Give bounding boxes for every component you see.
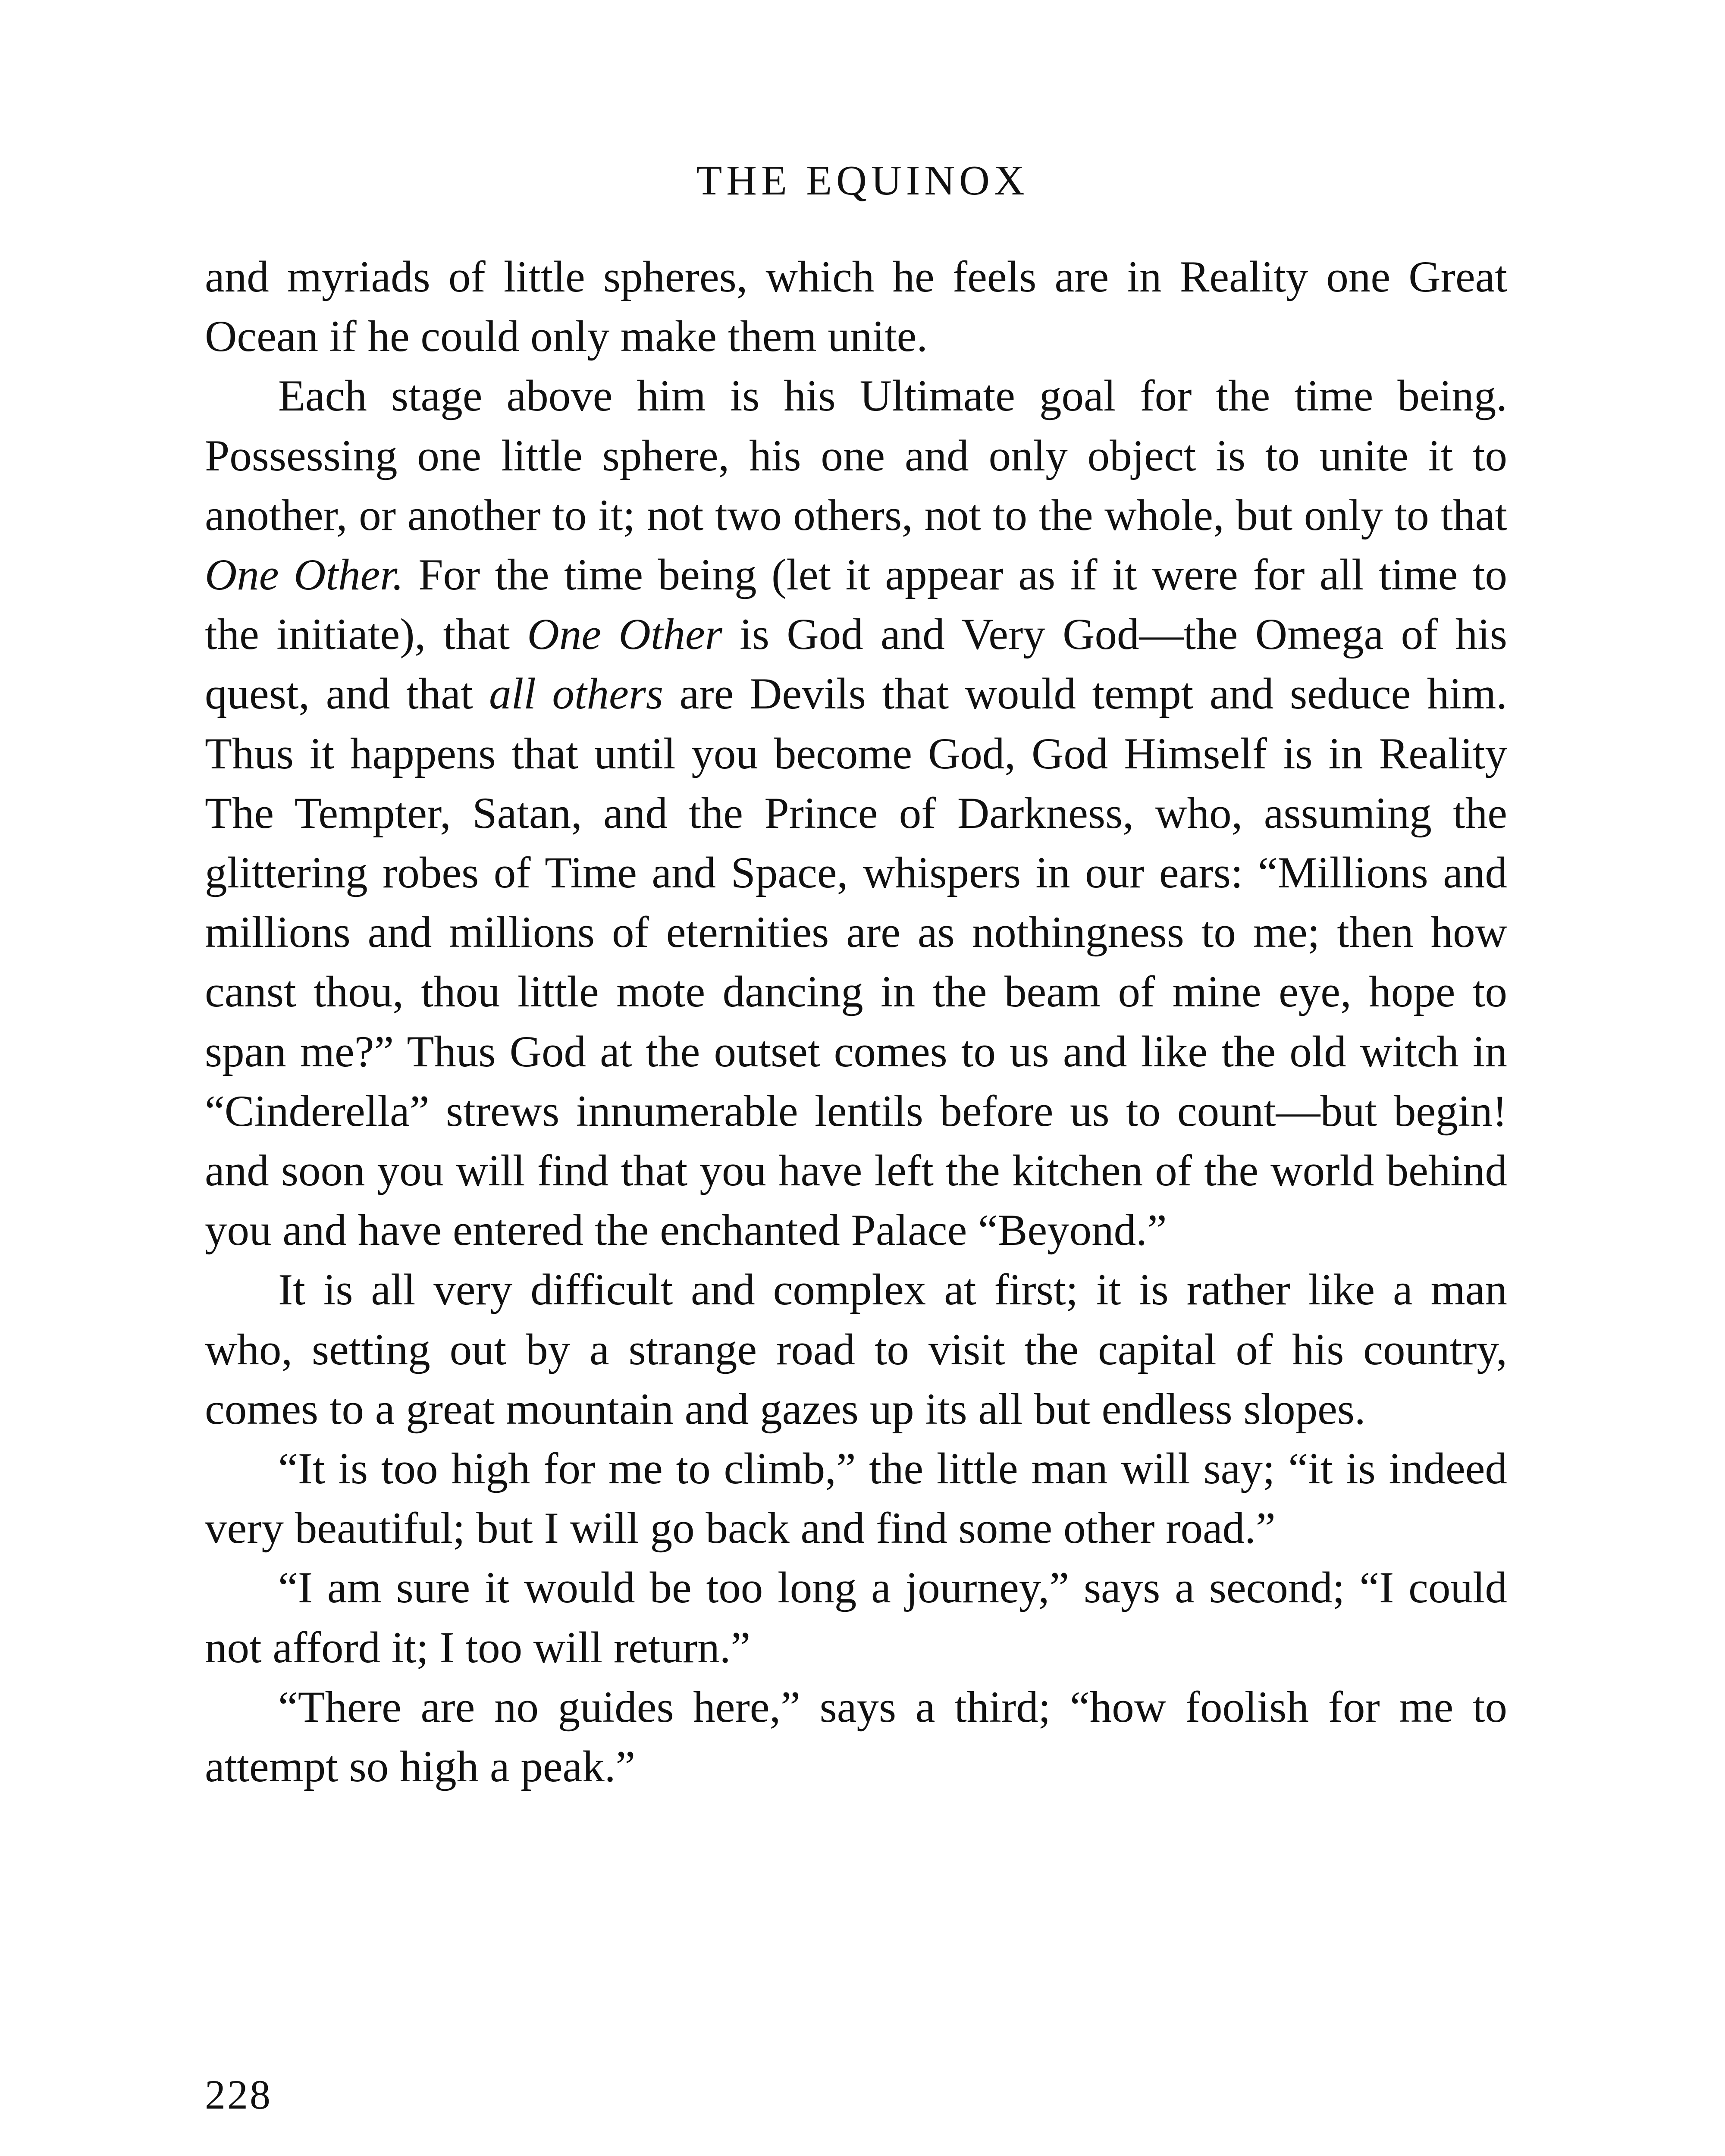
paragraph-6: “There are no guides here,” says a third; “how foolish for me to attempt so high a peak.” bbox=[205, 1682, 1507, 1792]
paragraph-2-part-4: are Devils that would tempt and seduce him. Thus it happens that until you become God, God Himself is in Reality The Tempter, Satan, and the Prince of Darkness, who, assuming the glittering robes of Time and Space, whispers in our ears: “Millions and millions and millions of eternities are as nothingness to me; then how canst thou, thou little mote dancing in the beam of mine eye, hope to span me?” Thus God at the outset comes to us and like the old witch in “Cinderella” strews innumerable lentils before us to count—but begin! and soon you will find that you have left the kitchen of the world behind you and have entered the enchanted Palace “Beyond.” bbox=[205, 669, 1507, 1255]
italic-all-others: all others bbox=[489, 669, 664, 719]
body-text bbox=[205, 247, 1507, 1796]
paragraph-4: “It is too high for me to climb,” the little man will say; “it is indeed very beautiful; but I will go back and find some other road.” bbox=[205, 1444, 1507, 1553]
paragraph-3: It is all very difficult and complex at first; it is rather like a man who, setting out by a strange road to visit the capital of his country, comes to a great mountain and gazes up its all but endless slopes. bbox=[205, 1265, 1507, 1434]
paragraph-2-part-2: For the time being (let it appear as if it were for all time to the initiate), that bbox=[205, 550, 1508, 659]
paragraph-2-part-1: Each stage above him is his Ultimate goal for the time being. Possessing one little sphere, his one and only object is to unite it to another, or another to it; not two others, not to the whole, but only to that bbox=[205, 371, 1507, 540]
paragraph-2-part-3: is God and Very God—the Omega of his quest, and that bbox=[205, 610, 1507, 719]
italic-one-other: One Other. bbox=[205, 550, 404, 600]
running-title: THE EQUINOX bbox=[696, 157, 1029, 204]
italic-one-other-2: One Other bbox=[527, 610, 722, 659]
paragraph-1: and myriads of little spheres, which he feels are in Reality one Great Ocean if he could only make them unite. bbox=[205, 252, 1507, 361]
paragraph-5: “I am sure it would be too long a journey,” says a second; “I could not afford it; I too will return.” bbox=[205, 1563, 1507, 1672]
page-number: 228 bbox=[205, 2071, 272, 2118]
paragraph-2 bbox=[205, 366, 1507, 1260]
